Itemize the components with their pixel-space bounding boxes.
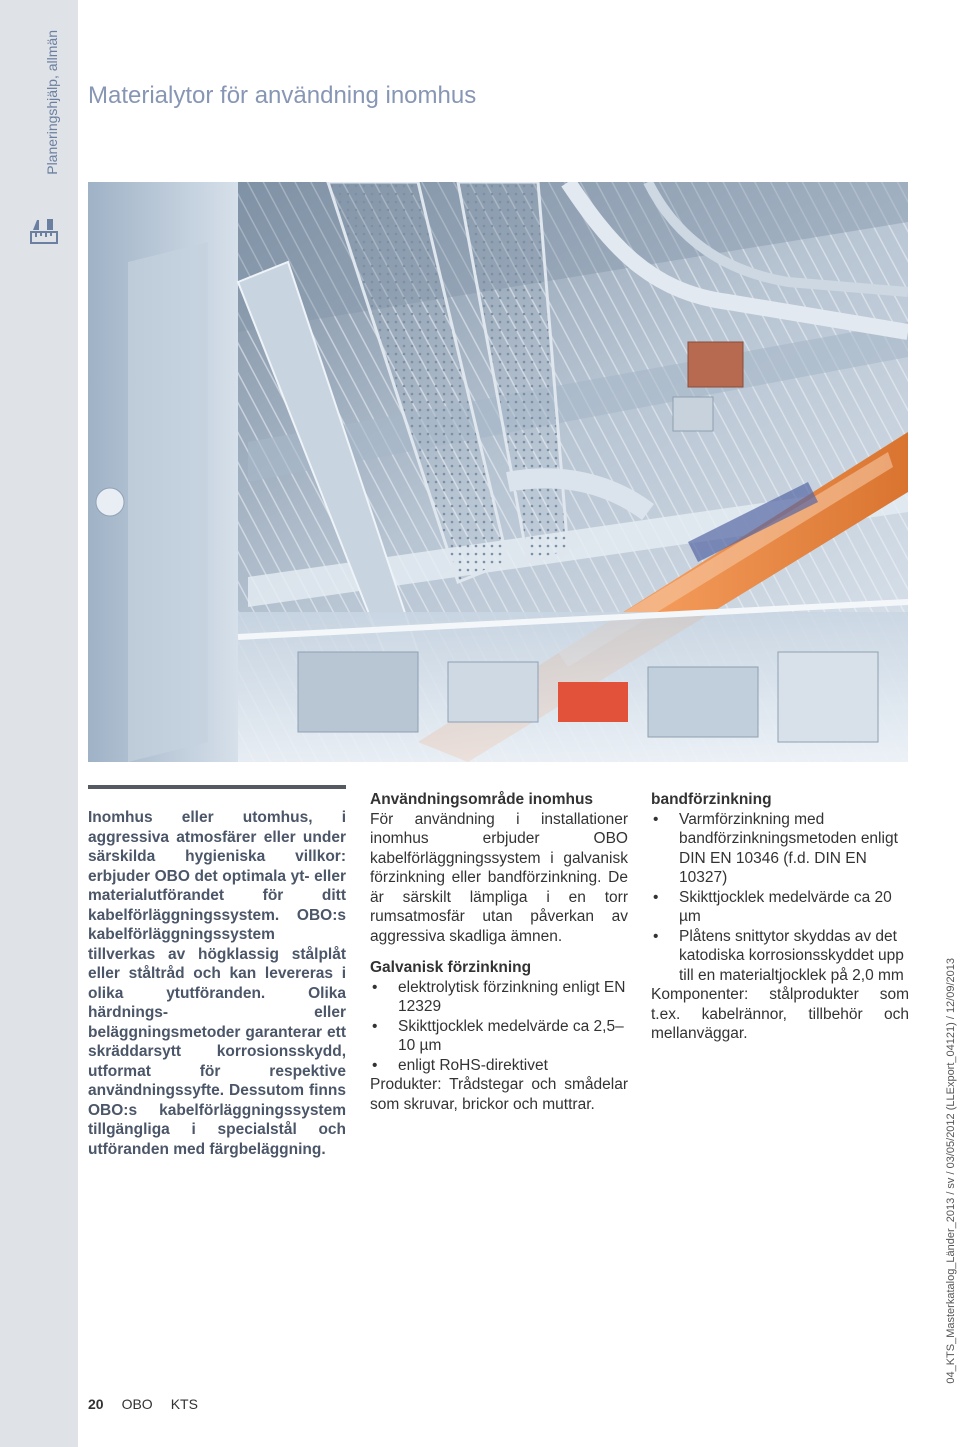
list-item: • Skikttjocklek medelvärde ca 2,5–10 µm bbox=[370, 1017, 628, 1056]
list-item: • Plåtens snittytor skyddas av det katodiska korrosionsskyddet upp till en materialtjocklek på 2,0 mm bbox=[651, 927, 909, 986]
ruler-pencil-icon bbox=[30, 218, 58, 249]
sidebar bbox=[0, 0, 78, 1447]
list-item: • enligt RoHS-direktivet bbox=[370, 1056, 628, 1076]
footer-product: KTS bbox=[170, 1396, 198, 1412]
section1-body: För användning i installationer inomhus erbjuder OBO kabelförläggningssystem i galvanisk förzinkning eller bandförzinkning. De är särskilt lämpliga i en torr rumsatmosfär utan påverkan av aggressiva skadliga ämnen. bbox=[370, 810, 628, 945]
document-reference: 04_KTS_Masterkatalog_Länder_2013 / sv / 03/05/2012 (LLExport_04121) / 12/09/2013 bbox=[945, 958, 957, 1384]
intro-column bbox=[88, 808, 346, 1159]
section3-list bbox=[651, 810, 909, 986]
list-item: • Skikttjocklek medelvärde ca 20 µm bbox=[651, 888, 909, 927]
page-footer bbox=[88, 1396, 198, 1412]
middle-column bbox=[370, 790, 628, 1114]
section-rule bbox=[88, 785, 346, 789]
section2-body: Produkter: Trådstegar och smådelar som skruvar, brickor och muttrar. bbox=[370, 1076, 628, 1113]
section2-heading: Galvanisk förzinkning bbox=[370, 959, 532, 976]
list-item: • elektrolytisk förzinkning enligt EN 12329 bbox=[370, 978, 628, 1017]
section2-list bbox=[370, 978, 628, 1076]
page-title: Materialytor för användning inomhus bbox=[88, 82, 477, 109]
page-number: 20 bbox=[88, 1396, 104, 1412]
intro-text: Inomhus eller utomhus, i aggressiva atmosfärer eller under särskilda hygieniska villkor: erbjuder OBO det optimala yt- eller materialutförandet för ditt kabelförläggningssystem. OBO:s kabelförläggningssystem tillverkas av högklassig stålplåt eller ståltråd och kan levereras i olika ytutföranden. Olika härdnings- eller beläggningsmetoder garanterar ett skräddarsytt korrosionsskydd, utformat för respektive användningssyfte. Dessutom finns OBO:s kabelförläggningssystem tillgängliga i specialstål och utföranden med färgbeläggning. bbox=[88, 809, 346, 1158]
list-item: • Varmförzinkning med bandförzinkningsmetoden enligt DIN EN 10346 (f.d. DIN EN 10327) bbox=[651, 810, 909, 888]
section3-heading: bandförzinkning bbox=[651, 791, 772, 808]
sidebar-label: Planeringshjälp, allmän bbox=[44, 30, 60, 175]
section3-body: Komponenter: stålprodukter som t.ex. kabelrännor, tillbehör och mellanväggar. bbox=[651, 986, 909, 1042]
industrial-ceiling-photo bbox=[88, 182, 908, 762]
footer-brand: OBO bbox=[121, 1396, 153, 1412]
section1-heading: Användningsområde inomhus bbox=[370, 791, 594, 808]
right-column bbox=[651, 790, 909, 1044]
